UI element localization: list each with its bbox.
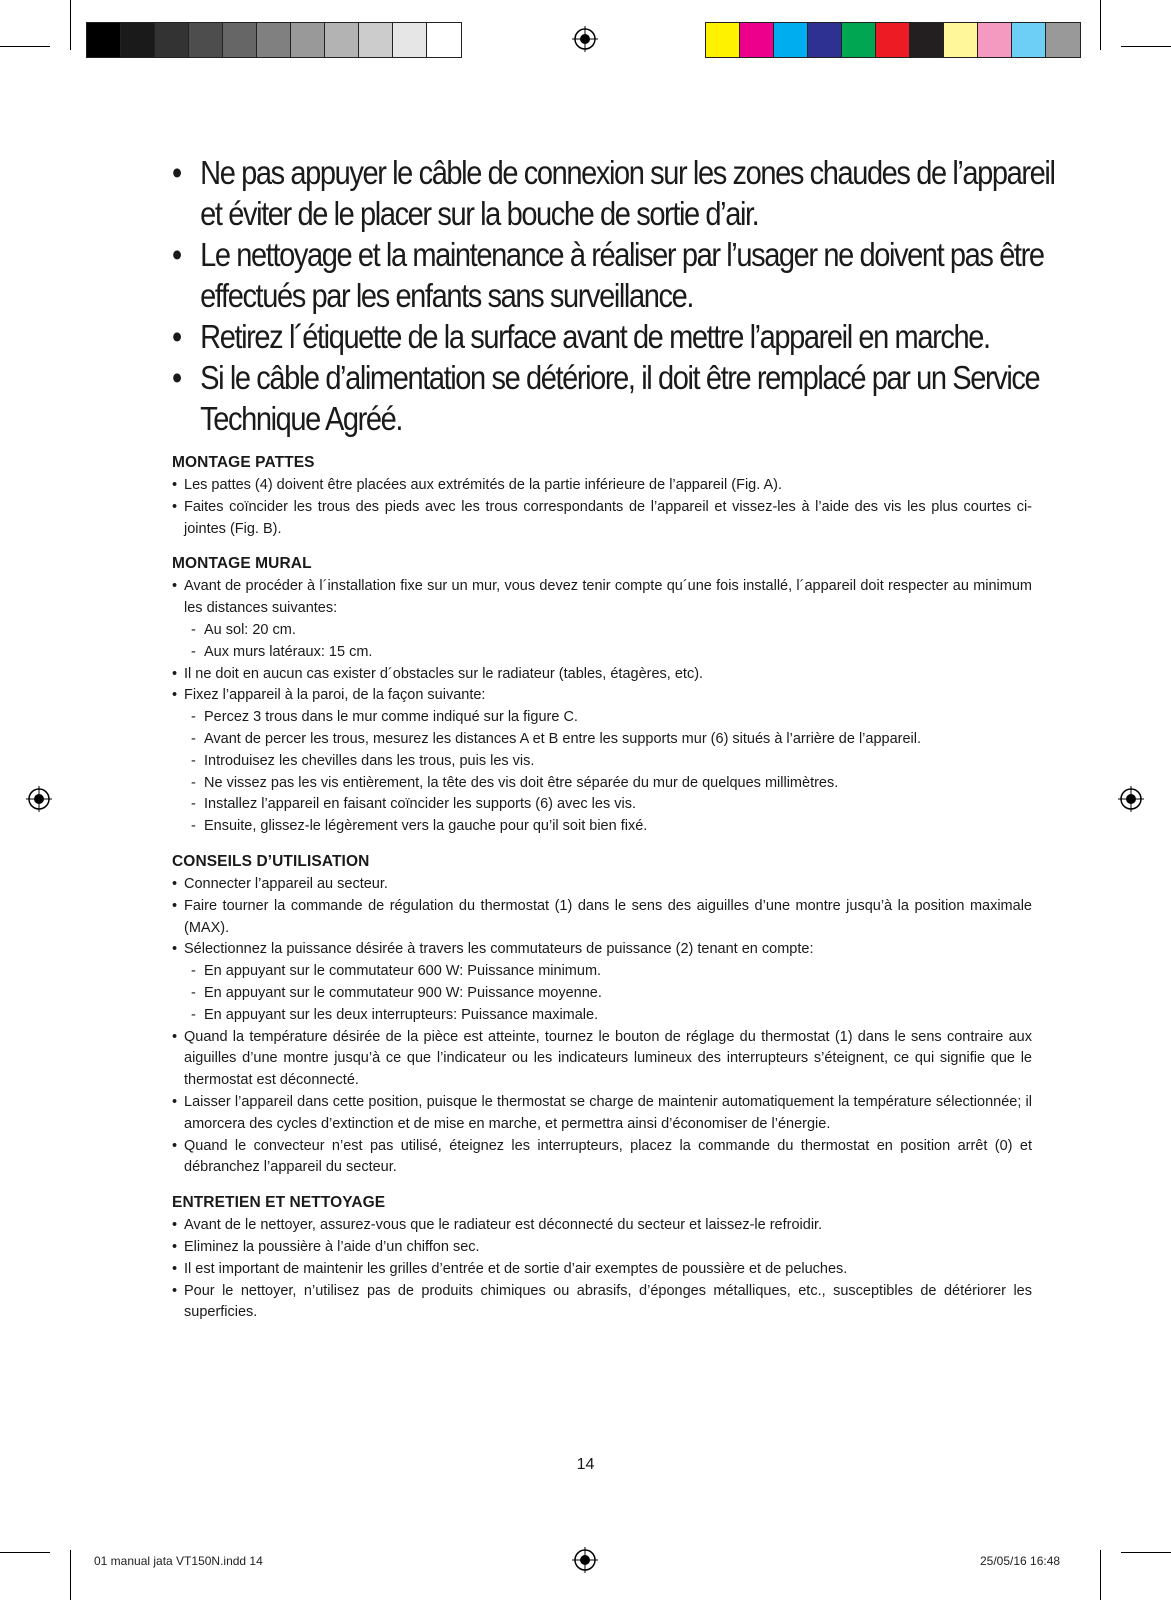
crop-mark xyxy=(1121,1552,1171,1553)
list-item: • Quand la température désirée de la pièce est atteinte, tournez le bouton de réglage du thermostat (1) dans le sens contraire aux aiguilles d’une montre jusqu’à ce que l’indicateur ou les indicateurs lumineux des interrupteurs s’éteignent, ce qui signifie que le thermostat est déconnecté. xyxy=(172,1027,1032,1092)
section-montage-pattes xyxy=(172,453,1032,540)
registration-mark-icon xyxy=(1118,786,1144,812)
intro-bullet-text: Si le câble d’alimentation se détériore, il doit être remplacé par un Service Technique Agréé. xyxy=(200,359,1040,437)
gray-color-bar xyxy=(86,22,462,58)
color-swatch xyxy=(189,23,223,57)
intro-bullet xyxy=(172,357,1055,439)
color-swatch xyxy=(393,23,427,57)
list-item: • Sélectionnez la puissance désirée à travers les commutateurs de puissance (2) tenant en compte: xyxy=(172,939,1032,961)
intro-bullet-text: Le nettoyage et la maintenance à réaliser par l’usager ne doivent pas être effectués par les enfants sans surveillance. xyxy=(200,236,1044,314)
list-item: • Il est important de maintenir les grilles d’entrée et de sortie d’air exemptes de poussière et de peluches. xyxy=(172,1259,1032,1281)
intro-bullet-text: Retirez l´étiquette de la surface avant de mettre l’appareil en marche. xyxy=(200,318,990,355)
section-entretien-nettoyage xyxy=(172,1193,1032,1324)
color-swatch xyxy=(1046,23,1080,57)
list-item: • Avant de procéder à l´installation fixe sur un mur, vous devez tenir compte qu´une fois installé, l´appareil doit respecter au minimum les distances suivantes: xyxy=(172,576,1032,620)
color-swatch xyxy=(910,23,944,57)
crop-mark xyxy=(1100,0,1101,50)
section-heading: ENTRETIEN ET NETTOYAGE xyxy=(172,1194,386,1212)
crop-mark xyxy=(70,1550,71,1600)
color-swatch xyxy=(774,23,808,57)
list-item: • Eliminez la poussière à l’aide d’un chiffon sec. xyxy=(172,1237,1032,1259)
color-swatch xyxy=(155,23,189,57)
section-heading: CONSEILS D’UTILISATION xyxy=(172,852,370,870)
bullet-glyph: • xyxy=(172,236,181,273)
color-swatch xyxy=(808,23,842,57)
slug-filename: 01 manual jata VT150N.indd 14 xyxy=(94,1554,263,1568)
sub-list-item: - Installez l’appareil en faisant coïncider les supports (6) avec les vis. xyxy=(172,794,1032,816)
intro-bullet-text: Ne pas appuyer le câble de connexion sur les zones chaudes de l’appareil et éviter de le placer sur la bouche de sortie d’air. xyxy=(200,154,1055,232)
crop-mark xyxy=(1100,1550,1101,1600)
section-list xyxy=(172,1215,1032,1324)
color-swatch xyxy=(359,23,393,57)
registration-mark-icon xyxy=(572,1547,598,1573)
color-swatch xyxy=(706,23,740,57)
color-swatch xyxy=(121,23,155,57)
bullet-glyph: • xyxy=(172,318,181,355)
section-list xyxy=(172,874,1032,1179)
registration-mark-icon xyxy=(572,26,598,52)
section-heading: MONTAGE MURAL xyxy=(172,555,312,573)
intro-bullet xyxy=(172,316,1055,357)
sub-list-item: - Au sol: 20 cm. xyxy=(172,620,1032,642)
color-swatch xyxy=(944,23,978,57)
page-content xyxy=(172,152,1055,1324)
crop-mark xyxy=(0,1552,50,1553)
list-item: • Fixez l’appareil à la paroi, de la façon suivante: xyxy=(172,685,1032,707)
bullet-glyph: • xyxy=(172,154,181,191)
sub-list-item: - Aux murs latéraux: 15 cm. xyxy=(172,642,1032,664)
crop-mark xyxy=(0,46,50,47)
color-swatch xyxy=(876,23,910,57)
sub-list-item: - Ne vissez pas les vis entièrement, la tête des vis doit être séparée du mur de quelques millimètres. xyxy=(172,773,1032,795)
color-swatch xyxy=(257,23,291,57)
sub-list-item: - En appuyant sur le commutateur 600 W: Puissance minimum. xyxy=(172,961,1032,983)
sub-list-item: - Percez 3 trous dans le mur comme indiqué sur la figure C. xyxy=(172,707,1032,729)
color-swatch xyxy=(842,23,876,57)
bullet-glyph: • xyxy=(172,359,181,396)
list-item: • Laisser l’appareil dans cette position, puisque le thermostat se charge de maintenir automatiquement la température sélectionnée; il amorcera des cycles d’extinction et de mise en marche, et permettra ainsi d’économiser de l’énergie. xyxy=(172,1092,1032,1136)
section-montage-mural xyxy=(172,554,1032,838)
crop-mark xyxy=(70,0,71,50)
intro-bullet-list xyxy=(172,152,1055,439)
sub-list-item: - En appuyant sur les deux interrupteurs: Puissance maximale. xyxy=(172,1005,1032,1027)
list-item: • Avant de le nettoyer, assurez-vous que le radiateur est déconnecté du secteur et laissez-le refroidir. xyxy=(172,1215,1032,1237)
section-heading: MONTAGE PATTES xyxy=(172,454,315,471)
color-swatch xyxy=(1012,23,1046,57)
section-list xyxy=(172,475,1032,540)
color-swatch xyxy=(740,23,774,57)
slug-datetime: 25/05/16 16:48 xyxy=(980,1554,1061,1568)
color-swatch xyxy=(291,23,325,57)
color-swatch xyxy=(223,23,257,57)
process-color-bar xyxy=(705,22,1081,58)
sub-list-item: - Avant de percer les trous, mesurez les distances A et B entre les supports mur (6) situés à l’arrière de l’appareil. xyxy=(172,729,1032,751)
list-item: • Faire tourner la commande de régulation du thermostat (1) dans le sens des aiguilles d’une montre jusqu’à la position maximale (MAX). xyxy=(172,896,1032,940)
sub-list-item: - En appuyant sur le commutateur 900 W: Puissance moyenne. xyxy=(172,983,1032,1005)
intro-bullet xyxy=(172,234,1055,316)
intro-bullet xyxy=(172,152,1055,234)
color-swatch xyxy=(325,23,359,57)
sub-list-item: - Ensuite, glissez-le légèrement vers la gauche pour qu’il soit bien fixé. xyxy=(172,816,1032,838)
list-item: • Quand le convecteur n’est pas utilisé, éteignez les interrupteurs, placez la commande du thermostat en position arrêt (0) et débranchez l’appareil du secteur. xyxy=(172,1136,1032,1180)
color-swatch xyxy=(87,23,121,57)
list-item: • Faites coïncider les trous des pieds avec les trous correspondants de l’appareil et vissez-les à l’aide des vis les plus courtes ci-jointes (Fig. B). xyxy=(172,497,1032,541)
color-swatch xyxy=(427,23,461,57)
section-list xyxy=(172,576,1032,838)
page-number: 14 xyxy=(576,1456,595,1473)
registration-mark-icon xyxy=(26,786,52,812)
list-item: • Il ne doit en aucun cas exister d´obstacles sur le radiateur (tables, étagères, etc). xyxy=(172,664,1032,686)
crop-mark xyxy=(1121,46,1171,47)
list-item: • Les pattes (4) doivent être placées aux extrémités de la partie inférieure de l’appareil (Fig. A). xyxy=(172,475,1032,497)
list-item: • Pour le nettoyer, n’utilisez pas de produits chimiques ou abrasifs, d’éponges métalliques, etc., susceptibles de détériorer les superficies. xyxy=(172,1281,1032,1325)
list-item: • Connecter l’appareil au secteur. xyxy=(172,874,1032,896)
section-conseils-utilisation xyxy=(172,852,1032,1179)
sub-list-item: - Introduisez les chevilles dans les trous, puis les vis. xyxy=(172,751,1032,773)
color-swatch xyxy=(978,23,1012,57)
